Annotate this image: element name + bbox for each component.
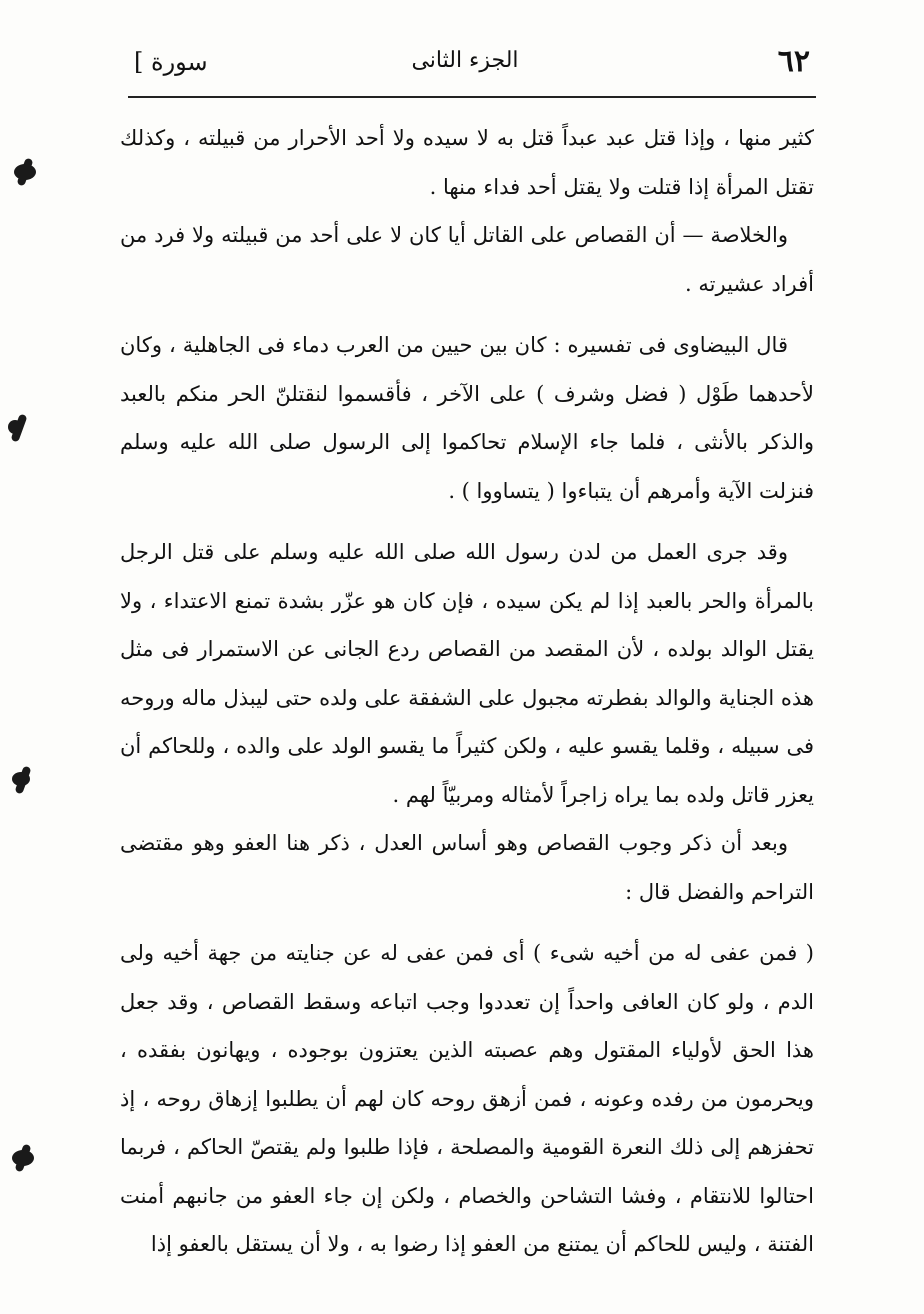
header-rule: [128, 96, 816, 98]
page-number: ٦٢: [777, 44, 810, 79]
paragraph-text: قال البيضاوى فى تفسيره : كان بين حيين من العرب دماء فى الجاهلية ، وكان لأحدهما طَوْل ( فضل وشرف ) على الآخر ، فأقسموا لنقتلنّ الحر منكم بالعبد والذكر بالأنثى ، فلما جاء الإسلام تحاكموا إلى الرسول صلى الله عليه وسلم فنزلت الآية وأمرهم أن يتباءوا ( يتساووا ) .: [120, 333, 814, 503]
paragraph: [120, 819, 814, 916]
paragraph-text: والخلاصة — أن القصاص على القاتل أيا كان لا على أحد من قبيلته ولا فرد من أفراد عشيرته .: [120, 223, 814, 296]
body-text: [120, 114, 814, 1269]
paragraph: [120, 211, 814, 308]
surah-label: سورة ]: [134, 48, 208, 76]
paragraph: [120, 929, 814, 1269]
paragraph-text: وقد جرى العمل من لدن رسول الله صلى الله عليه وسلم على قتل الرجل بالمرأة والحر بالعبد إذا لم يكن سيده ، فإن كان هو عزّر بشدة تمنع الاعتداء ، ولا يقتل الوالد بولده ، لأن المقصد من القصاص ردع الجانى عن الاستمرار فى مثل هذه الجناية والوالد بفطرته مجبول على الشفقة على ولده حتى ليبذل ماله وروحه فى سبيله ، وقلما يقسو عليه ، ولكن كثيراً ما يقسو الولد على والده ، وللحاكم أن يعزر قاتل ولده بما يراه زاجراً لأمثاله ومربيّاً لهم .: [120, 540, 814, 807]
paragraph: [120, 528, 814, 819]
margin-ink-mark: [12, 1150, 34, 1166]
margin-ink-mark: [14, 164, 36, 180]
paragraph: [120, 321, 814, 515]
paragraph: [120, 114, 814, 211]
page-header: [120, 40, 810, 92]
paragraph-text: ( فمن عفى له من أخيه شىء ) أى فمن عفى له عن جنايته من جهة أخيه ولى الدم ، ولو كان العافى واحداً إن تعددوا وجب اتباعه وسقط القصاص ، وقد جعل هذا الحق لأولياء المقتول وهم عصبته الذين يعتزون بوجوده ، ويهانون بفقده ، ويحرمون من رفده وعونه ، فمن أزهق روحه كان لهم أن يطلبوا إزهاق روحه ، إذ تحفزهم إلى ذلك النعرة القومية والمصلحة ، فإذا طلبوا ولم يقتصّ الحاكم ، فربما احتالوا للانتقام ، وفشا التشاحن والخصام ، ولكن إن جاء العفو من جانبهم أمنت الفتنة ، وليس للحاكم أن يمتنع من العفو إذا رضوا به ، ولا أن يستقل بالعفو إذا: [120, 941, 814, 1256]
margin-ink-mark: [8, 420, 22, 434]
paragraph-text: كثير منها ، وإذا قتل عبد عبداً قتل به لا سيده ولا أحد الأحرار من قبيلته ، وكذلك تقتل المرأة إذا قتلت ولا يقتل أحد فداء منها .: [120, 126, 814, 199]
running-title: الجزء الثانى: [411, 48, 519, 73]
paragraph-text: وبعد أن ذكر وجوب القصاص وهو أساس العدل ، ذكر هنا العفو وهو مقتضى التراحم والفضل قال :: [120, 831, 814, 904]
margin-ink-mark: [12, 772, 30, 786]
